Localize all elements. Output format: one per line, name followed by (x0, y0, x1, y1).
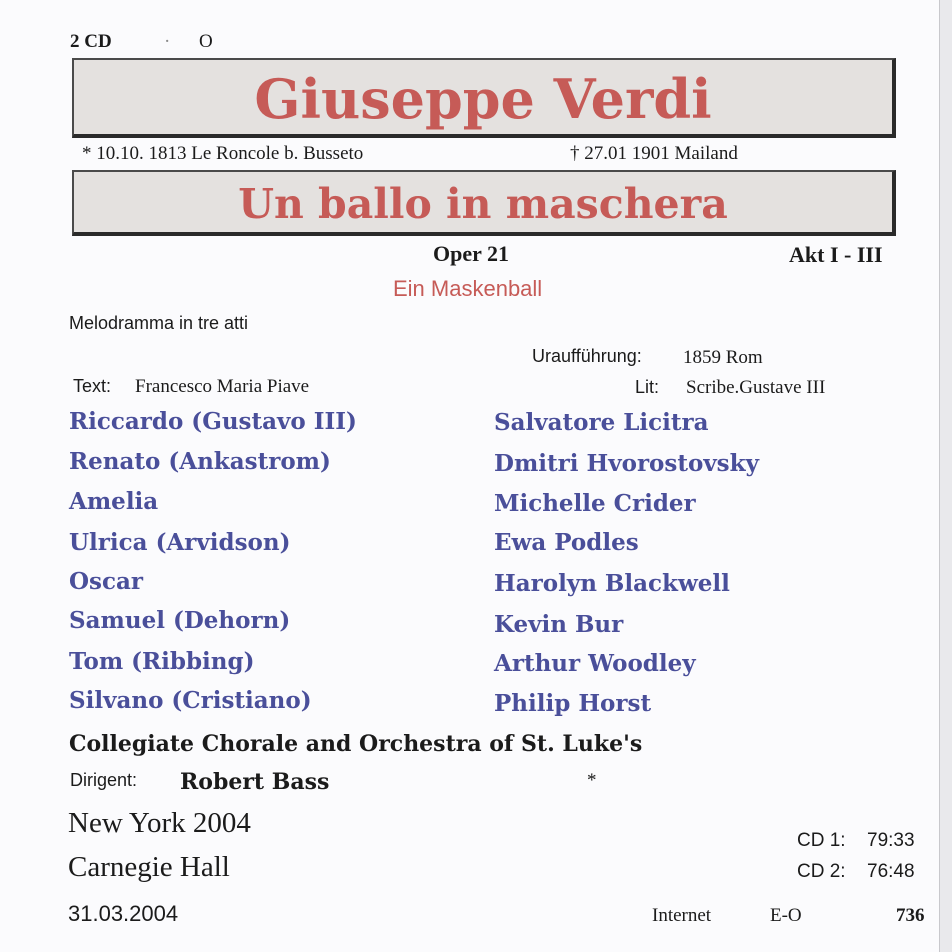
cast-singer: Salvatore Licitra (494, 409, 709, 436)
cast-singer: Harolyn Blackwell (494, 570, 730, 597)
cd2-label: CD 2: (797, 861, 846, 882)
venue-hall: Carnegie Hall (68, 851, 230, 883)
lit-value: Scribe.Gustave III (686, 377, 826, 398)
cast-singer: Dmitri Hvorostovsky (494, 450, 759, 477)
conductor-label: Dirigent: (70, 770, 138, 790)
opera-title: Un ballo in maschera (238, 180, 728, 228)
header-code-letter: O (199, 31, 213, 52)
cd1-label: CD 1: (797, 830, 846, 851)
cd2-duration: 76:48 (867, 861, 915, 882)
cast-role: Renato (Ankastrom) (69, 448, 331, 475)
catalog-number: 736 (896, 905, 925, 926)
composer-title-box (72, 58, 896, 138)
cast-role: Tom (Ribbing) (69, 648, 255, 675)
text-value: Francesco Maria Piave (135, 376, 310, 397)
cast-role: Ulrica (Arvidson) (69, 529, 291, 556)
cast-role: Riccardo (Gustavo III) (69, 408, 357, 435)
ensemble: Collegiate Chorale and Orchestra of St. Luke's (69, 731, 643, 757)
cd-count: 2 CD (70, 31, 112, 52)
header-mark: · (164, 31, 171, 52)
conductor-name: Robert Bass (180, 769, 330, 795)
cast-role: Oscar (69, 568, 144, 595)
text-label: Text: (73, 376, 112, 396)
footer-code: E-O (770, 905, 802, 926)
recording-date: 31.03.2004 (68, 901, 179, 926)
cast-role: Samuel (Dehorn) (69, 607, 291, 634)
cast-singer: Michelle Crider (494, 490, 696, 517)
lit-label: Lit: (635, 377, 660, 397)
venue-city-year: New York 2004 (68, 807, 251, 839)
acts: Akt I - III (789, 242, 883, 267)
cast-role: Amelia (69, 488, 159, 515)
composer-death: † 27.01 1901 Mailand (570, 143, 738, 164)
composer-name: Giuseppe Verdi (254, 67, 712, 131)
opera-subtitle: Ein Maskenball (393, 276, 543, 301)
composer-birth: * 10.10. 1813 Le Roncole b. Busseto (82, 143, 364, 164)
genre: Melodramma in tre atti (69, 313, 249, 333)
premiere-label: Uraufführung: (532, 346, 642, 366)
cast-role: Silvano (Cristiano) (69, 687, 312, 714)
cd1-duration: 79:33 (867, 830, 915, 851)
cast-singer: Kevin Bur (494, 611, 624, 638)
opus: Oper 21 (433, 241, 509, 266)
footer-source: Internet (652, 905, 712, 926)
page-edge (939, 0, 952, 952)
cast-singer: Arthur Woodley (494, 650, 696, 677)
asterisk-mark: * (587, 770, 597, 791)
premiere-value: 1859 Rom (683, 347, 763, 368)
cast-singer: Ewa Podles (494, 529, 639, 556)
opera-title-box (72, 170, 896, 236)
cast-singer: Philip Horst (494, 690, 652, 717)
